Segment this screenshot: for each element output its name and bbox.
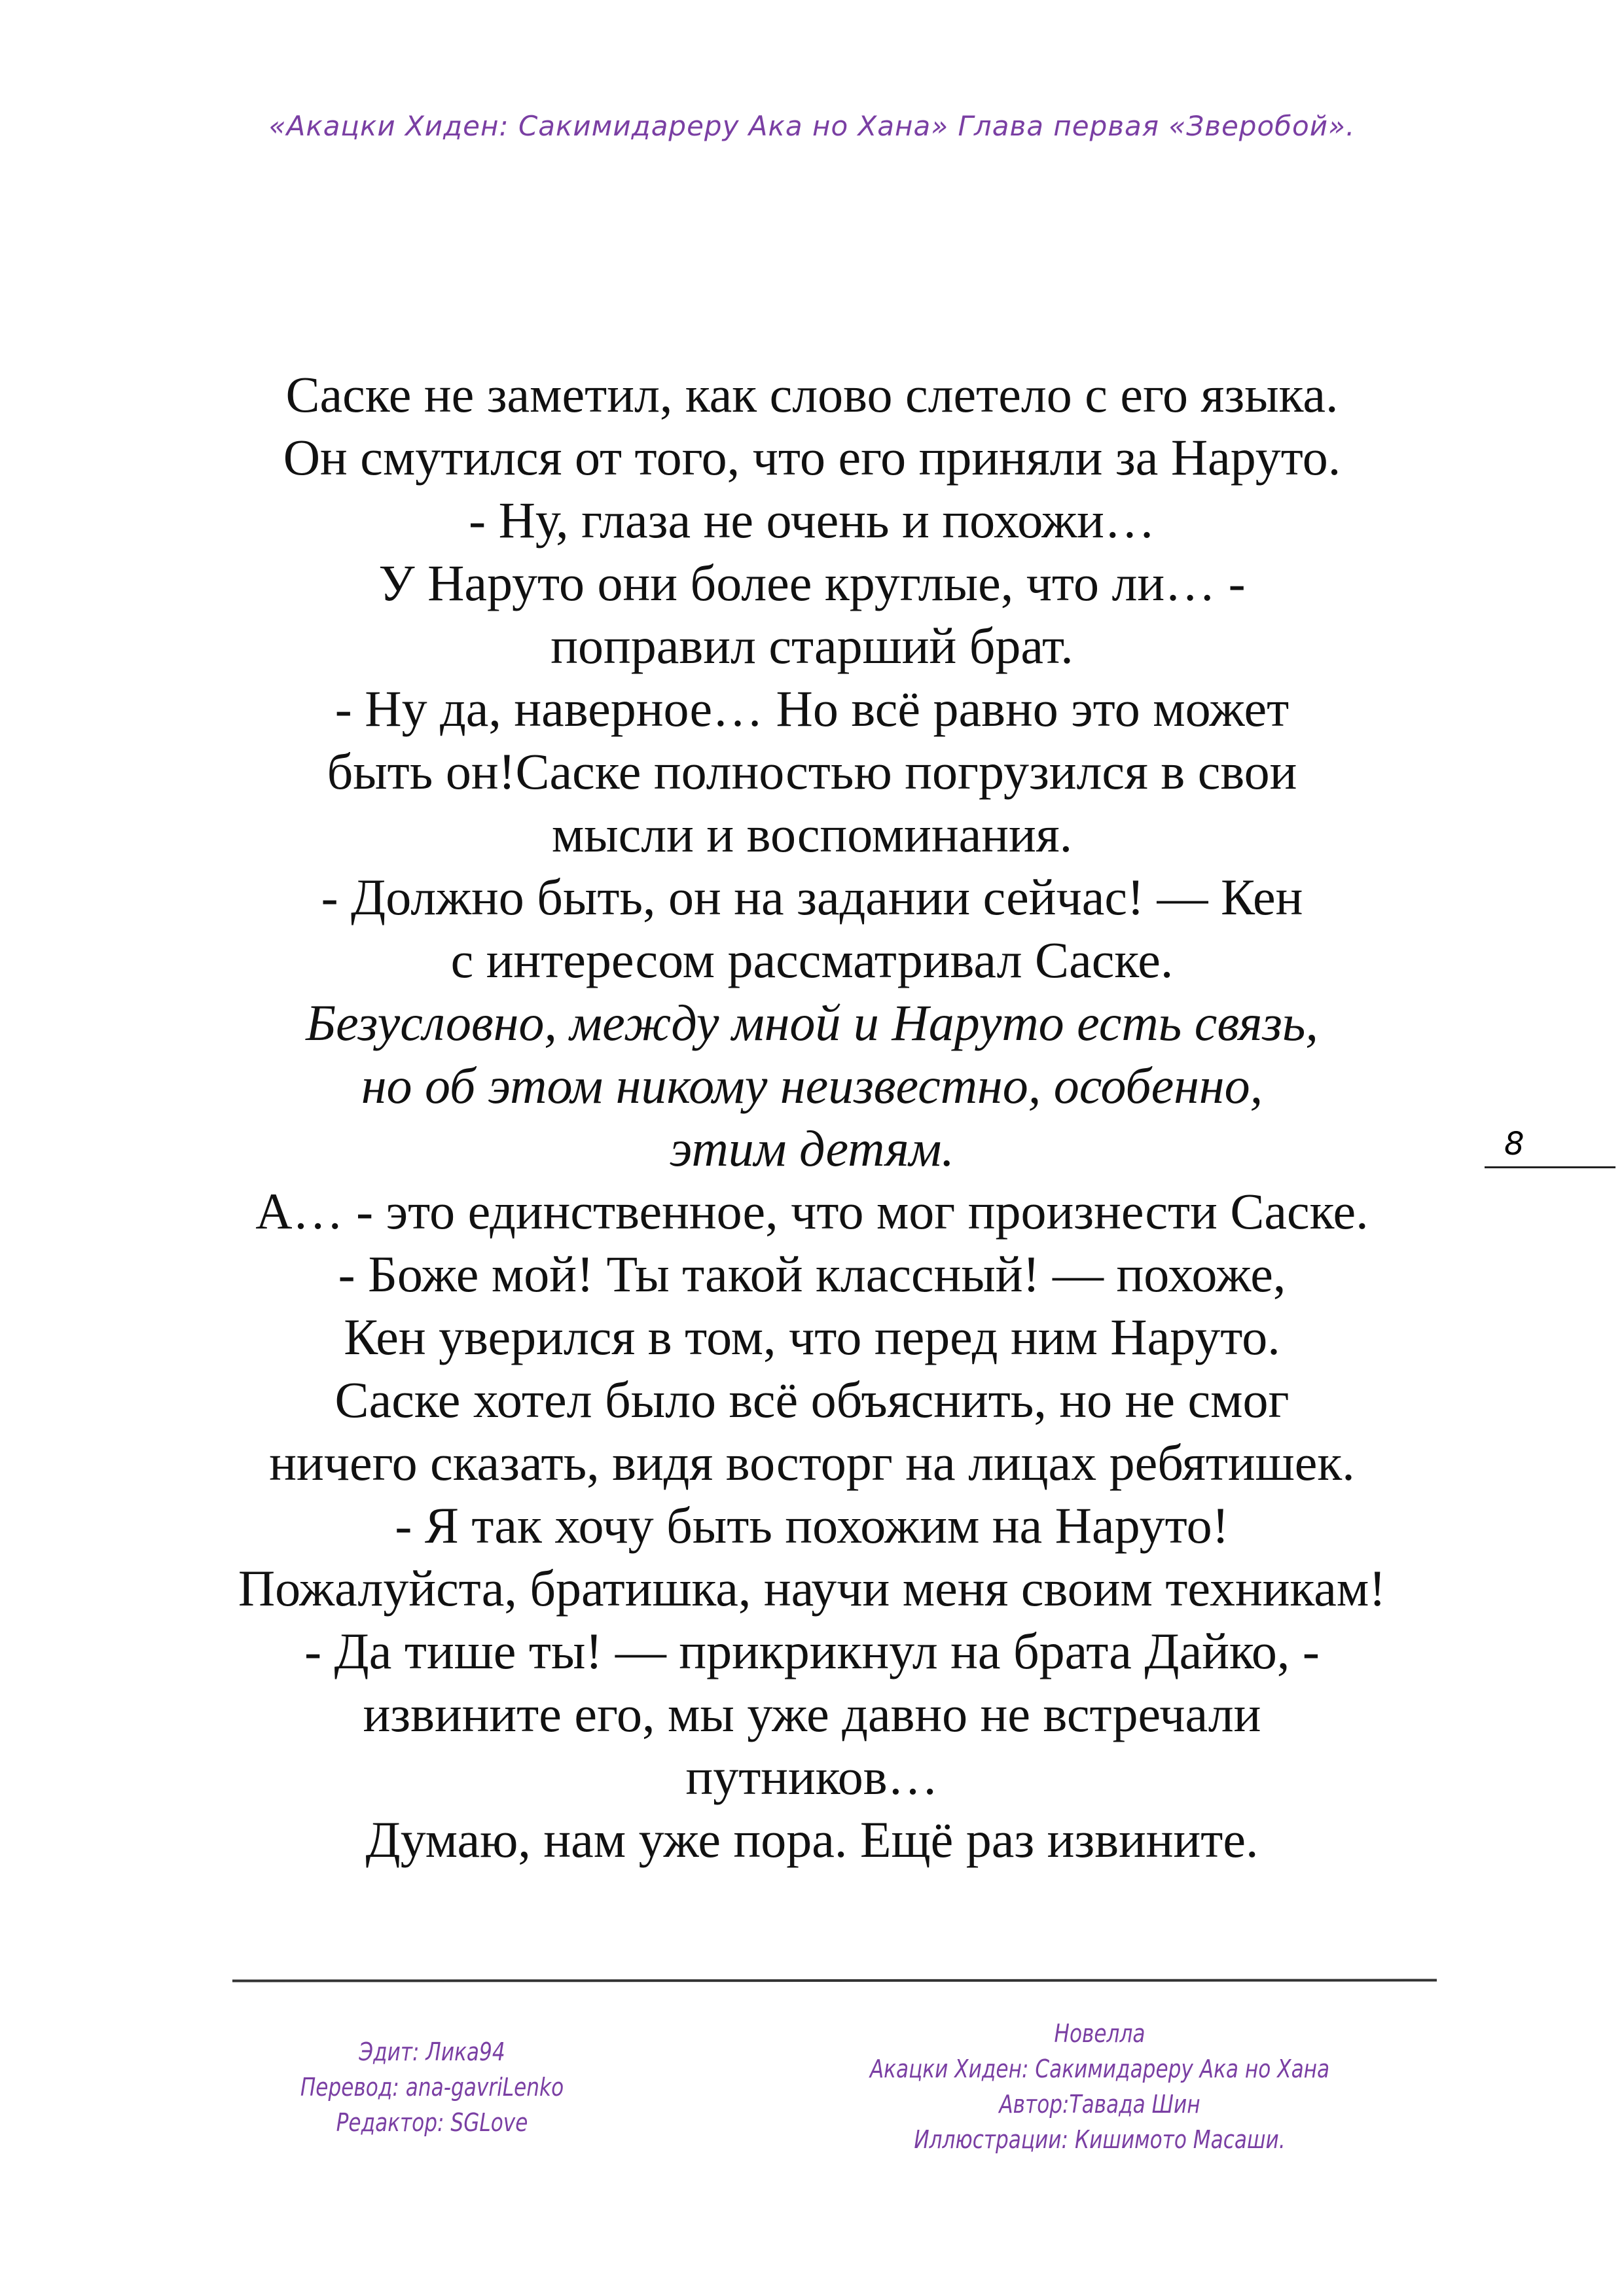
story-line: Он смутился от того, что его приняли за Наруто. — [283, 429, 1341, 486]
story-line: - Боже мой! Ты такой классный! — похоже, — [338, 1246, 1286, 1302]
credits-team — [261, 2034, 604, 2140]
story-line: Саске хотел было всё объяснить, но не смог — [334, 1371, 1290, 1428]
credits-novel — [858, 2016, 1341, 2157]
story-line-thought: но об этом никому неизвестно, особенно, — [361, 1057, 1263, 1114]
story-line: извините его, мы уже давно не встречали — [363, 1685, 1261, 1742]
credit-genre: Новелла — [1054, 2019, 1146, 2048]
credit-editor: Эдит: Лика94 — [359, 2037, 505, 2066]
story-line: - Должно быть, он на задании сейчас! — Кен — [321, 869, 1303, 925]
story-line: У Наруто они более круглые, что ли… - — [378, 554, 1246, 611]
story-line: Кен уверился в том, что перед ним Наруто. — [344, 1308, 1280, 1365]
story-line: Пожалуйста, братишка, научи меня своим техникам! — [238, 1560, 1386, 1617]
story-line-thought: этим детям. — [670, 1120, 954, 1177]
page-number: 8 — [1485, 1126, 1615, 1168]
credit-illustrator: Иллюстрации: Кишимото Масаши. — [914, 2125, 1286, 2154]
story-line: Саске не заметил, как слово слетело с его языка. — [285, 366, 1339, 423]
story-line: - Ну да, наверное… Но всё равно это может — [334, 680, 1290, 737]
footer-divider — [232, 1979, 1437, 1982]
story-text — [0, 363, 1624, 1871]
story-line: Думаю, нам уже пора. Ещё раз извините. — [365, 1811, 1259, 1868]
chapter-header: «Акацки Хиден: Сакимидареру Ака но Хана» Глава первая «Зверобой». — [268, 110, 1356, 142]
credit-proofreader: Редактор: SGLove — [336, 2108, 528, 2137]
credit-translator: Перевод: ana-gavriLenko — [300, 2073, 564, 2102]
story-line-thought: Безусловно, между мной и Наруто есть связь, — [306, 994, 1318, 1051]
story-line: А… - это единственное, что мог произнести Саске. — [255, 1183, 1369, 1240]
story-line: - Я так хочу быть похожим на Наруто! — [395, 1497, 1229, 1554]
story-line: мысли и воспоминания. — [551, 806, 1073, 863]
story-line: быть он!Саске полностью погрузился в свои — [327, 743, 1297, 800]
story-line: - Ну, глаза не очень и похожи… — [469, 492, 1155, 548]
story-line: ничего сказать, видя восторг на лицах ребятишек. — [269, 1434, 1355, 1491]
story-line: поправил старший брат. — [550, 617, 1074, 674]
credit-title: Акацки Хиден: Сакимидареру Ака но Хана — [869, 2054, 1330, 2083]
story-line: путников… — [685, 1748, 939, 1805]
credit-author: Автор:Тавада Шин — [999, 2090, 1200, 2119]
story-line: с интересом рассматривал Саске. — [450, 931, 1174, 988]
story-line: - Да тише ты! — прикрикнул на брата Дайко, - — [304, 1623, 1320, 1679]
